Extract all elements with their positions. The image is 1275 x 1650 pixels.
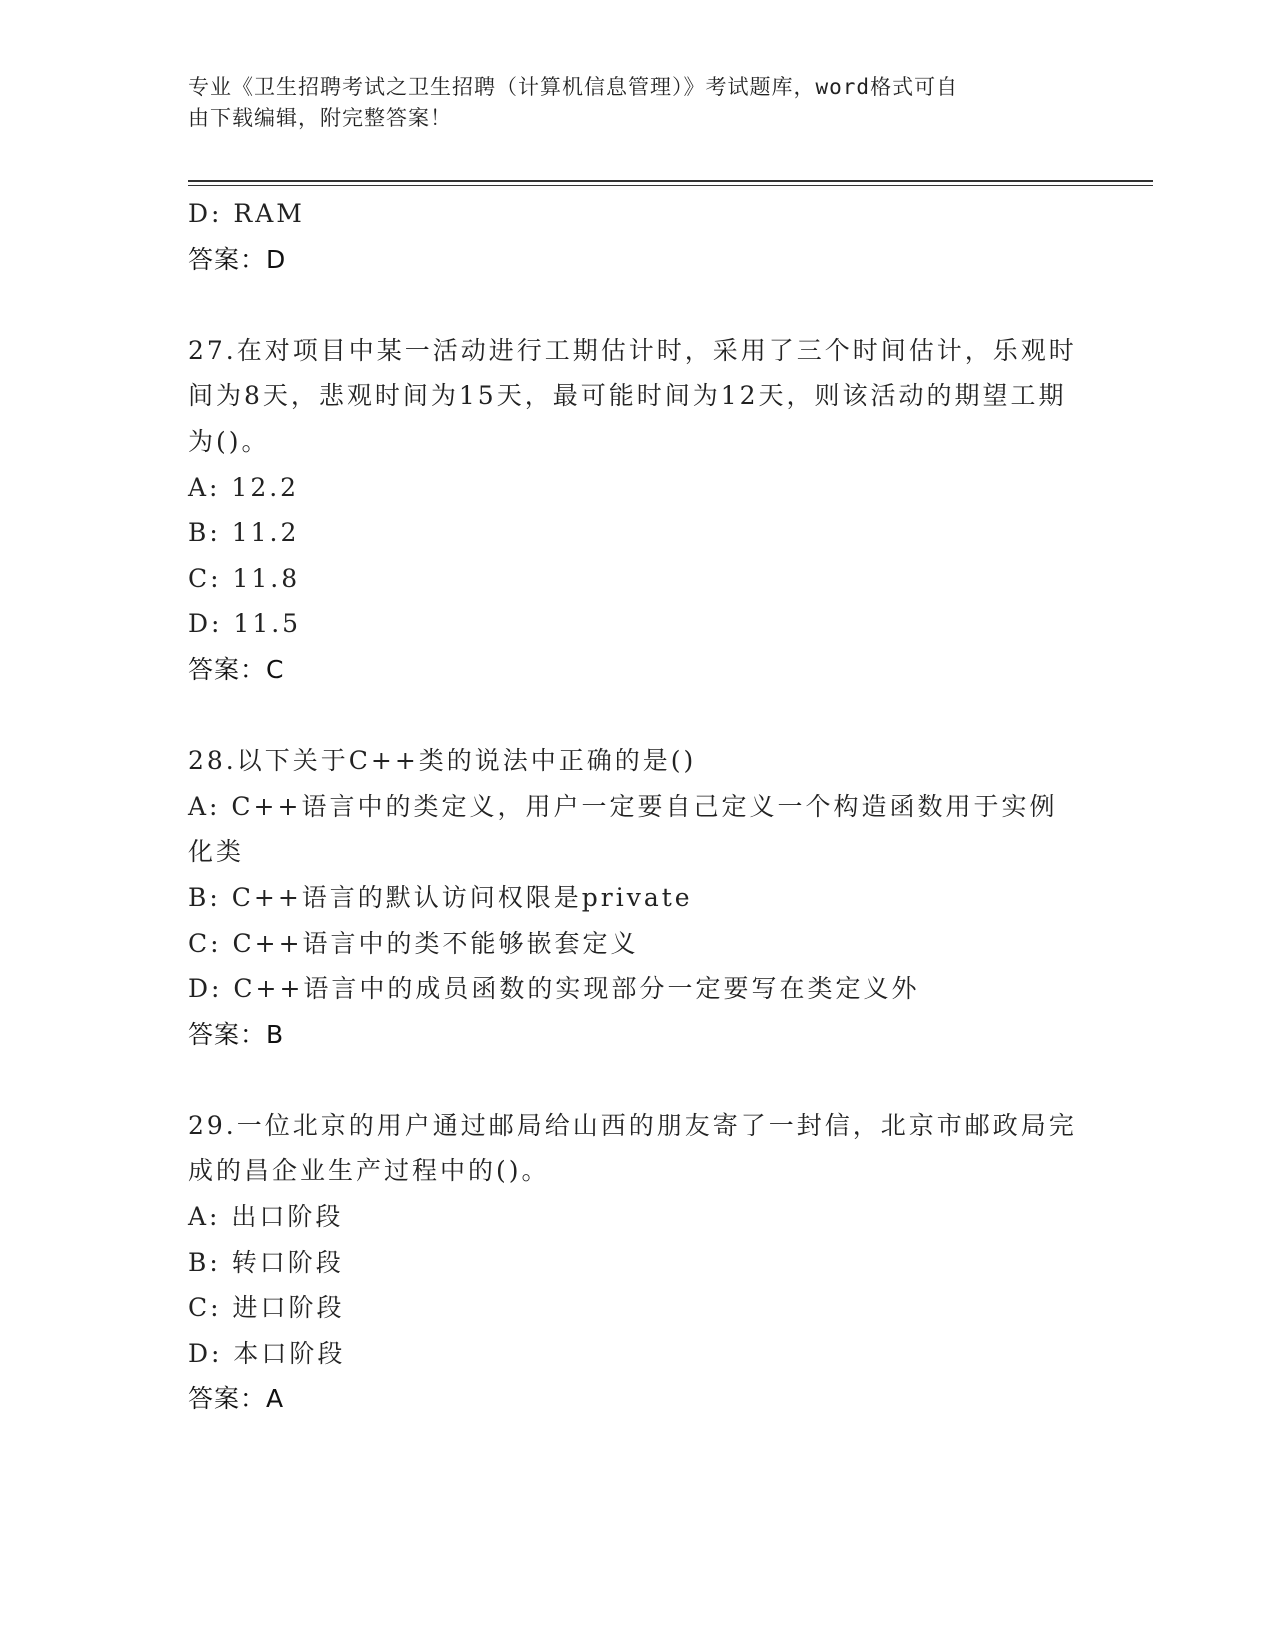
question-27-stem: 27.在对项目中某一活动进行工期估计时，采用了三个时间估计，乐观时间为8天，悲观时间为15天，最可能时间为12天，则该活动的期望工期为()。 — [188, 335, 1077, 456]
page-header — [188, 72, 1068, 134]
question-29-answer: 答案：A — [188, 1384, 285, 1414]
question-27-option-b: B: 11.2 — [188, 518, 300, 548]
prev-answer: 答案：D — [188, 244, 287, 274]
question-28-option-a: A: C++语言中的类定义，用户一定要自己定义一个构造函数用于实例化类 — [188, 791, 1058, 867]
spacer — [188, 1057, 1078, 1103]
header-divider-thin — [188, 185, 1153, 186]
question-29-stem: 29.一位北京的用户通过邮局给山西的朋友寄了一封信，北京市邮政局完成的昌企业生产过程中的()。 — [188, 1110, 1077, 1186]
question-list — [188, 191, 1078, 1422]
question-27-answer: 答案：C — [188, 654, 285, 684]
question-27-option-a: A: 12.2 — [188, 472, 300, 502]
question-27-option-c: C: 11.8 — [188, 563, 301, 593]
question-28-stem: 28.以下关于C++类的说法中正确的是() — [188, 746, 697, 776]
header-line-2: 由下载编辑，附完整答案！ — [188, 106, 452, 130]
question-28-option-c: C: C++语言中的类不能够嵌套定义 — [188, 928, 639, 958]
header-divider-thick — [188, 180, 1153, 182]
spacer — [188, 282, 1078, 328]
question-29-option-d: D: 本口阶段 — [188, 1338, 346, 1368]
question-28-option-d: D: C++语言中的成员函数的实现部分一定要写在类定义外 — [188, 974, 920, 1004]
question-27-option-d: D: 11.5 — [188, 609, 302, 639]
prev-option-d: D: RAM — [188, 199, 305, 228]
question-29-option-c: C: 进口阶段 — [188, 1293, 345, 1323]
question-28-answer: 答案：B — [188, 1019, 285, 1049]
question-29-option-b: B: 转口阶段 — [188, 1247, 344, 1277]
spacer — [188, 693, 1078, 739]
question-28-option-b: B: C++语言的默认访问权限是private — [188, 882, 693, 912]
question-29-option-a: A: 出口阶段 — [188, 1202, 344, 1232]
header-line-1: 专业《卫生招聘考试之卫生招聘（计算机信息管理）》考试题库，word格式可自 — [188, 75, 959, 99]
